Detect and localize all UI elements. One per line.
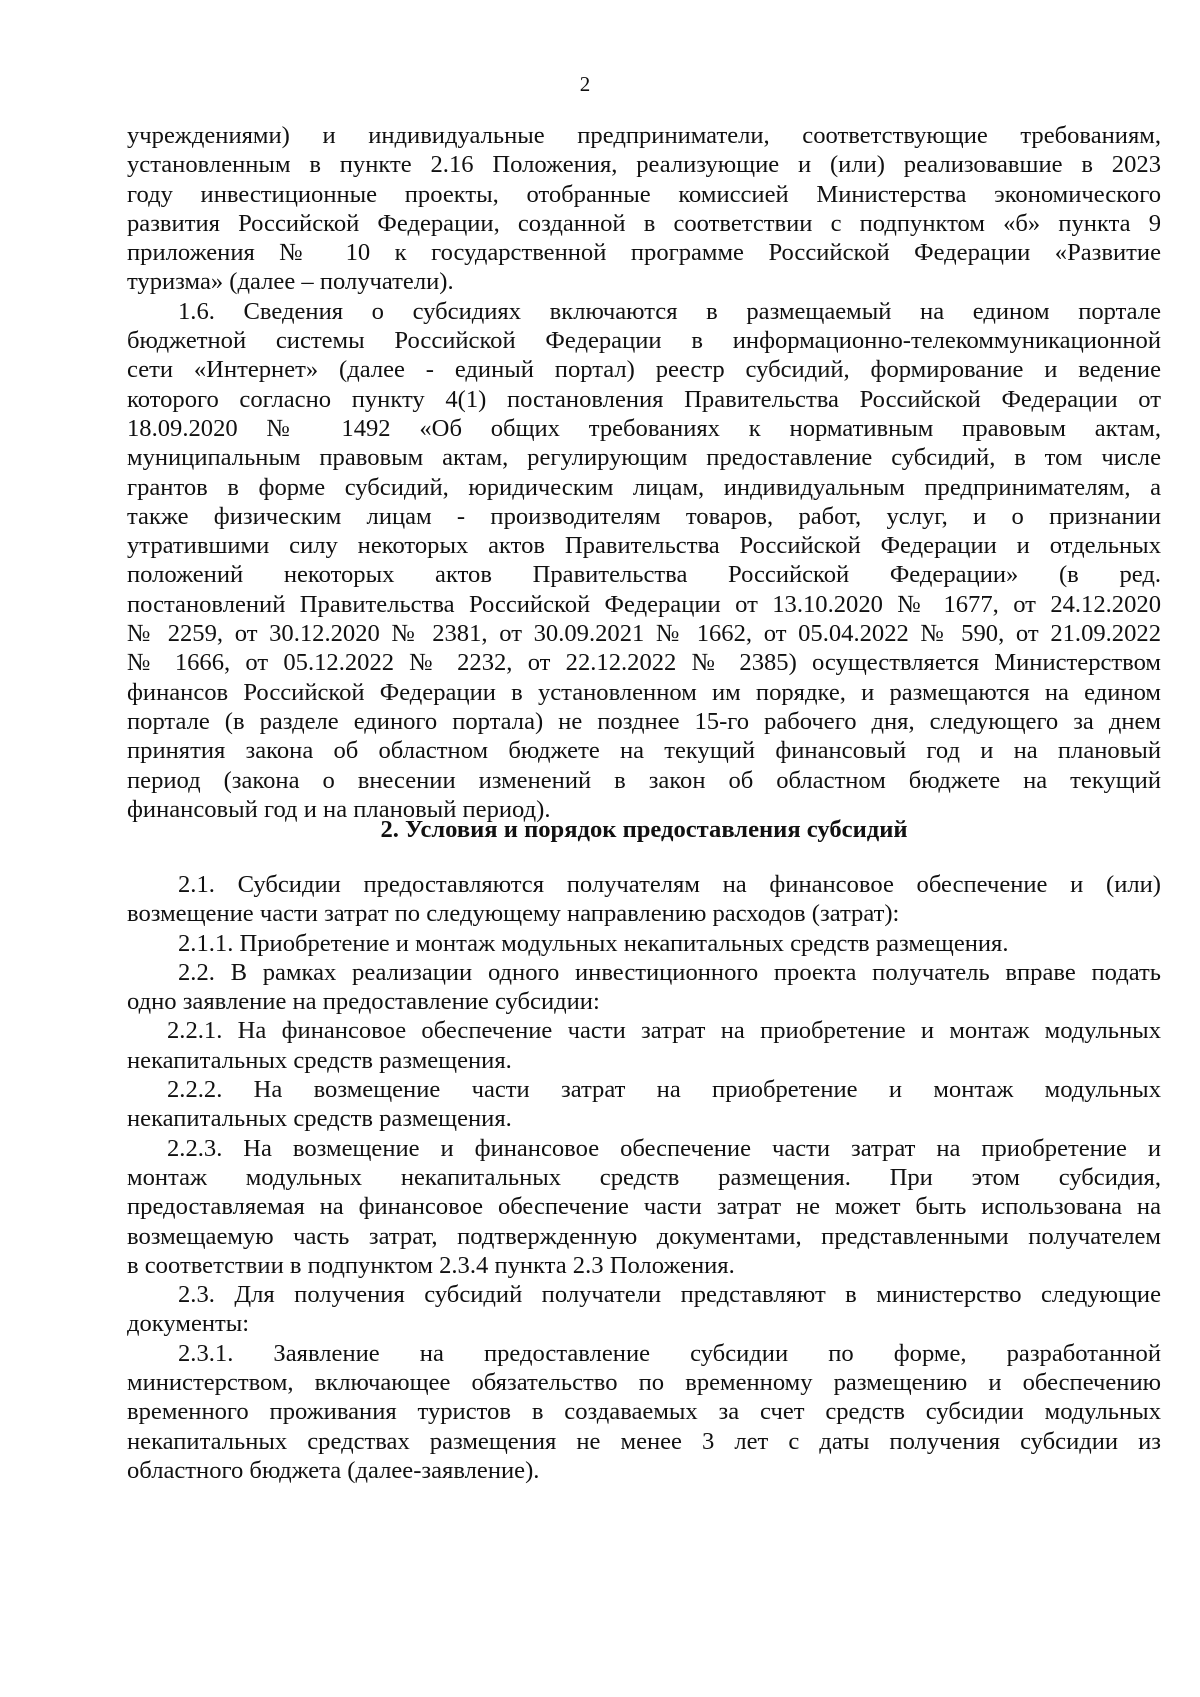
paragraph-2-2-3 <box>127 1134 1161 1280</box>
text-line: 2.1.1. Приобретение и монтаж модульных некапитальных средств размещения. <box>178 929 1009 957</box>
paragraph-2-2-1 <box>127 1016 1161 1075</box>
text-line: учреждениями) и индивидуальные предприниматели, соответствующие требованиям, <box>127 122 1161 149</box>
text-line: развития Российской Федерации, созданной в соответствии с подпунктом «б» пункта 9 <box>127 209 1161 237</box>
text-line: 1.6. Сведения о субсидиях включаются в размещаемый на едином портале <box>178 297 1161 325</box>
text-line: принятия закона об областном бюджете на текущий финансовый год и на плановый <box>127 737 1161 765</box>
page-number: 2 <box>579 72 591 96</box>
text-block-1 <box>127 121 1161 824</box>
text-line: 2.2.2. На возмещение части затрат на приобретение и монтаж модульных <box>167 1076 1161 1104</box>
text-line: положений некоторых актов Правительства Российской Федерации» (в ред. <box>127 561 1161 589</box>
text-line: № 1666, от 05.12.2022 № 2232, от 22.12.2022 № 2385) осуществляется Министерством <box>127 649 1161 677</box>
text-line: 2.3.1. Заявление на предоставление субсидии по форме, разработанной <box>178 1339 1161 1367</box>
text-line: 2.2.3. На возмещение и финансовое обеспечение части затрат на приобретение и <box>167 1134 1161 1162</box>
text-line: приложения № 10 к государственной программе Российской Федерации «Развитие <box>127 239 1161 267</box>
section-2-heading: 2. Условия и порядок предоставления субсидий <box>380 816 908 843</box>
paragraph-2-3 <box>127 1280 1161 1339</box>
text-line: 2.2. В рамках реализации одного инвестиционного проекта получатель вправе подать <box>178 958 1161 986</box>
text-line: 18.09.2020 № 1492 «Об общих требованиях к нормативным правовым актам, <box>127 414 1161 442</box>
text-line: муниципальным правовым актам, регулирующим предоставление субсидий, в том числе <box>127 444 1161 472</box>
text-line: некапитальных средств размещения. <box>127 1105 512 1133</box>
text-line: туризма» (далее – получатели). <box>127 268 454 296</box>
text-line: портале (в разделе единого портала) не позднее 15-го рабочего дня, следующего за днем <box>127 707 1161 735</box>
text-line: установленным в пункте 2.16 Положения, реализующие и (или) реализовавшие в 2023 <box>127 151 1161 179</box>
text-line: бюджетной системы Российской Федерации в информационно-телекоммуникационной <box>127 327 1161 355</box>
text-line: временного проживания туристов в создаваемых за счет средств субсидии модульных <box>127 1398 1161 1426</box>
text-line: сети «Интернет» (далее - единый портал) реестр субсидий, формирование и ведение <box>127 356 1161 384</box>
paragraph-2-1-1 <box>127 929 1161 958</box>
text-line: период (закона о внесении изменений в закон об областном бюджете на текущий <box>127 766 1161 794</box>
text-line: финансов Российской Федерации в установленном им порядке, и размещаются на едином <box>127 678 1161 706</box>
text-line: областного бюджета (далее-заявление). <box>127 1456 540 1484</box>
paragraph-continuation <box>127 121 1161 297</box>
text-line: некапитальных средствах размещения не менее 3 лет с даты получения субсидии из <box>127 1427 1161 1455</box>
text-line: которого согласно пункту 4(1) постановления Правительства Российской Федерации от <box>127 385 1161 413</box>
text-line: году инвестиционные проекты, отобранные комиссией Министерства экономического <box>127 180 1161 208</box>
text-line: монтаж модульных некапитальных средств размещения. При этом субсидия, <box>127 1163 1161 1191</box>
text-line: 2.2.1. На финансовое обеспечение части затрат на приобретение и монтаж модульных <box>167 1017 1161 1045</box>
text-line: одно заявление на предоставление субсидии: <box>127 988 600 1016</box>
text-line: также физическим лицам - производителям товаров, работ, услуг, и о признании <box>127 502 1161 530</box>
text-line: в соответствии в подпунктом 2.3.4 пункта 2.3 Положения. <box>127 1251 735 1279</box>
text-line: возмещаемую часть затрат, подтвержденную документами, представленными получателем <box>127 1222 1161 1250</box>
text-line: постановлений Правительства Российской Федерации от 13.10.2020 № 1677, от 24.12.2020 <box>127 590 1161 618</box>
text-line: предоставляемая на финансовое обеспечение части затрат не может быть использована на <box>127 1193 1161 1221</box>
text-line: 2.1. Субсидии предоставляются получателям на финансовое обеспечение и (или) <box>178 871 1161 898</box>
text-line: министерством, включающее обязательство по временному размещению и обеспечению <box>127 1369 1161 1397</box>
text-block-2 <box>127 870 1161 1485</box>
text-line: грантов в форме субсидий, юридическим лицам, индивидуальным предпринимателям, а <box>127 473 1161 501</box>
paragraph-2-3-1 <box>127 1339 1161 1485</box>
text-line: возмещение части затрат по следующему направлению расходов (затрат): <box>127 900 900 928</box>
text-line: финансовый год и на плановый период). <box>127 795 551 823</box>
text-line: некапитальных средств размещения. <box>127 1046 512 1074</box>
paragraph-2-1 <box>127 870 1161 929</box>
paragraph-1-6 <box>127 297 1161 824</box>
text-line: документы: <box>127 1310 250 1338</box>
paragraph-2-2 <box>127 958 1161 1017</box>
paragraph-2-2-2 <box>127 1075 1161 1134</box>
text-line: № 2259, от 30.12.2020 № 2381, от 30.09.2021 № 1662, от 05.04.2022 № 590, от 21.09.2022 <box>127 620 1161 648</box>
text-line: 2.3. Для получения субсидий получатели представляют в министерство следующие <box>178 1281 1161 1309</box>
text-line: утратившими силу некоторых актов Правительства Российской Федерации и отдельных <box>127 532 1161 560</box>
